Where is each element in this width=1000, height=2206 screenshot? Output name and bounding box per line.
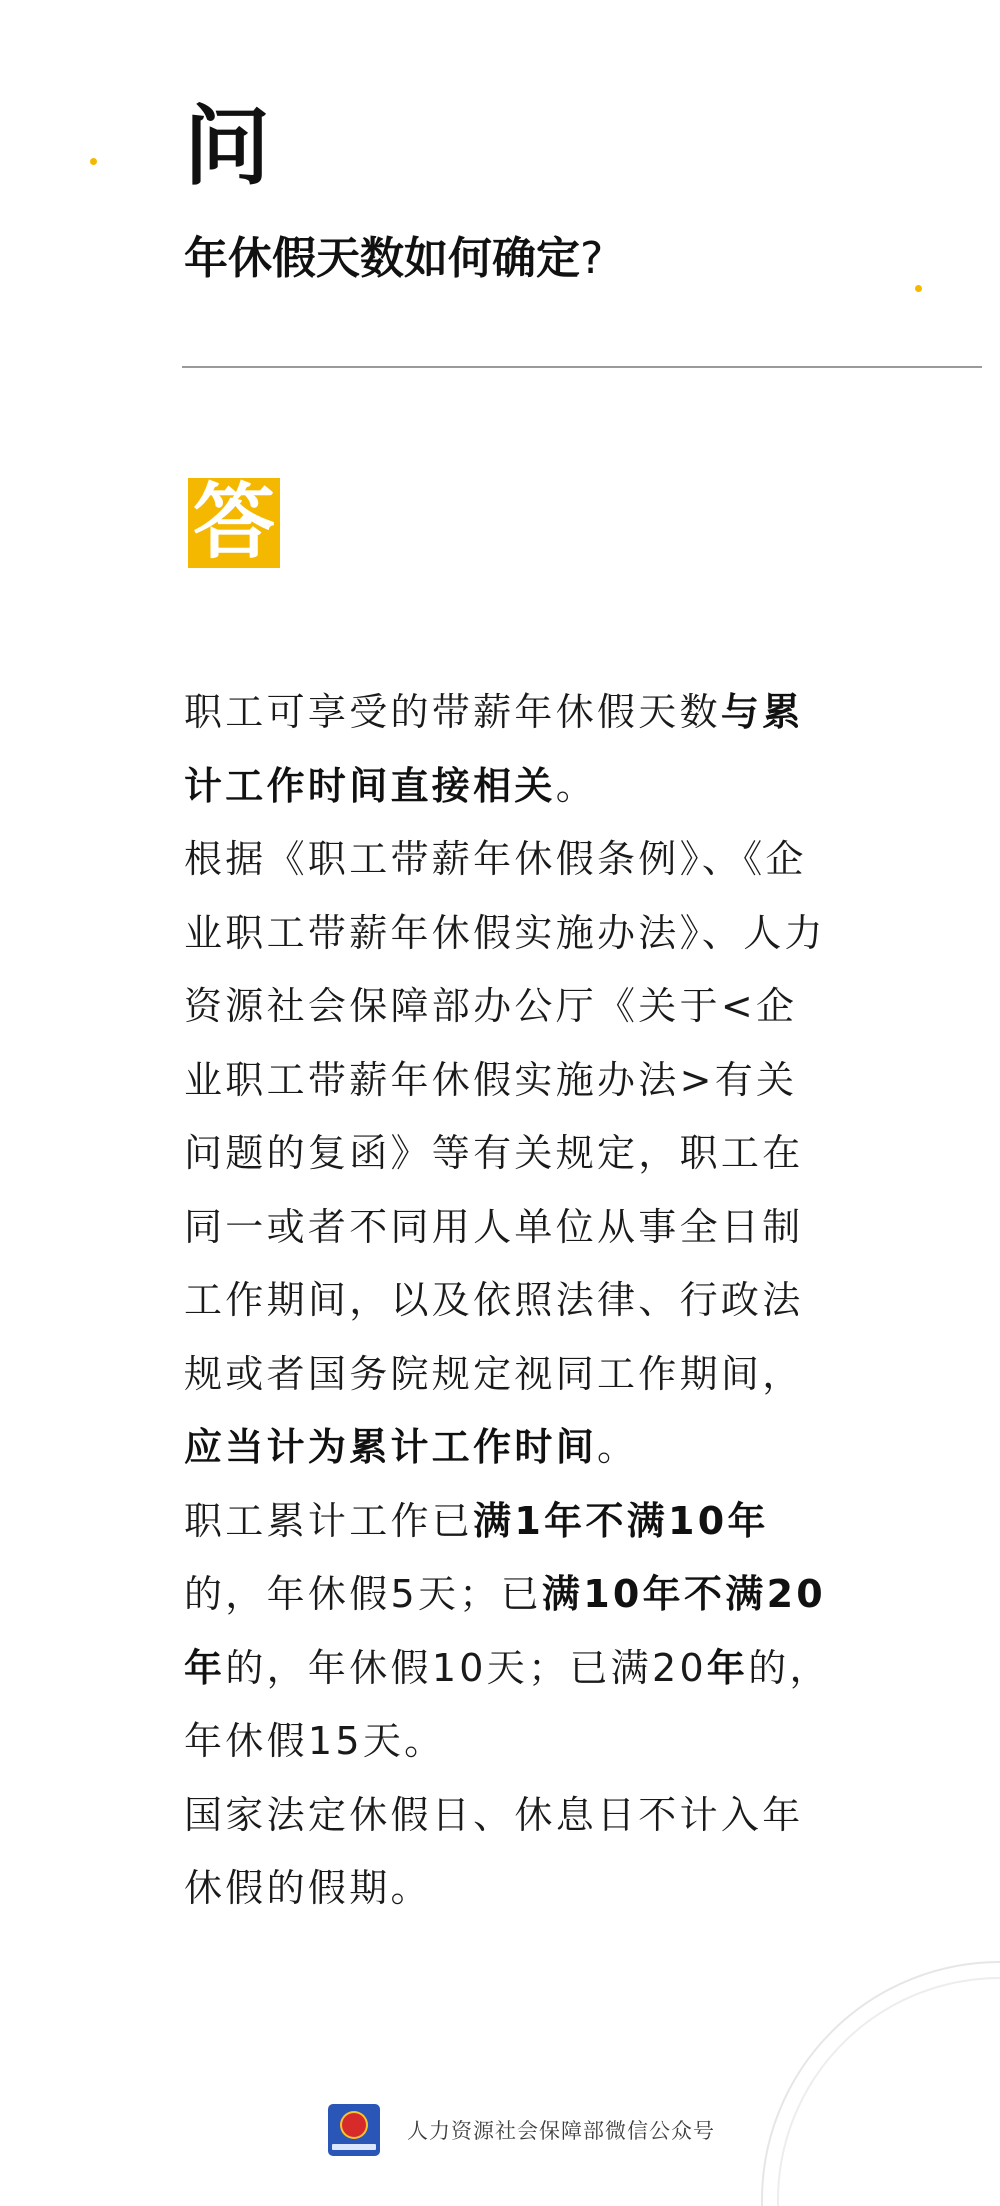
answer-p2-text: 根据《职工带薪年休假条例》、《企业职工带薪年休假实施办法》、人力资源社会保障部办公厅《关于<企业职工带薪年休假实施办法>有关问题的复函》等有关规定，职工在同一或者不同用人单位从事全日制工作期间，以及依照法律、行政法规或者国务院规定视同工作期间， (184, 837, 826, 1396)
answer-p1-emphasis: 与累计工作时间直接相关 (184, 690, 804, 808)
question-mark: ? (580, 233, 604, 284)
answer-glyph: 答 (188, 478, 280, 568)
divider (182, 366, 982, 368)
answer-p3-emphasis-1: 满1年不满10年 (473, 1498, 769, 1543)
question-text: 年休假天数如何确定 (184, 233, 580, 284)
decorative-dot-right (915, 285, 922, 292)
decorative-dot-left (90, 158, 97, 165)
answer-paragraph-1 (184, 676, 832, 823)
answer-p3-text-1: 职工累计工作已 (184, 1498, 474, 1543)
ministry-emblem-icon (328, 2104, 380, 2156)
answer-paragraph-4: 国家法定休假日、休息日不计入年休假的假期。 (184, 1792, 804, 1910)
question-glyph: 问 (184, 97, 270, 197)
answer-body (184, 676, 832, 1926)
answer-p1-end: 。 (555, 763, 598, 808)
answer-p2-emphasis: 应当计为累计工作时间 (184, 1425, 598, 1469)
footer-text: 人力资源社会保障部微信公众号 (407, 2119, 715, 2143)
answer-paragraph-2 (184, 823, 832, 1485)
answer-p3-text-3: 的，年休假10天；已满20 (225, 1645, 707, 1690)
answer-p3-text-2: 的，年休假5天；已 (184, 1572, 542, 1616)
answer-paragraph-3 (184, 1485, 832, 1779)
footer (328, 2104, 715, 2156)
question-title (184, 233, 603, 286)
answer-p3-emphasis-3: 年 (706, 1645, 749, 1690)
answer-p2-end: 。 (597, 1425, 639, 1469)
answer-p3-text-4: 的，年休假15天。 (184, 1645, 831, 1763)
decorative-arcs (690, 1900, 1000, 2206)
answer-p1-text: 职工可享受的带薪年休假天数 (184, 690, 721, 734)
answer-p3-emphasis-2: 满10年不满20年 (184, 1572, 827, 1690)
